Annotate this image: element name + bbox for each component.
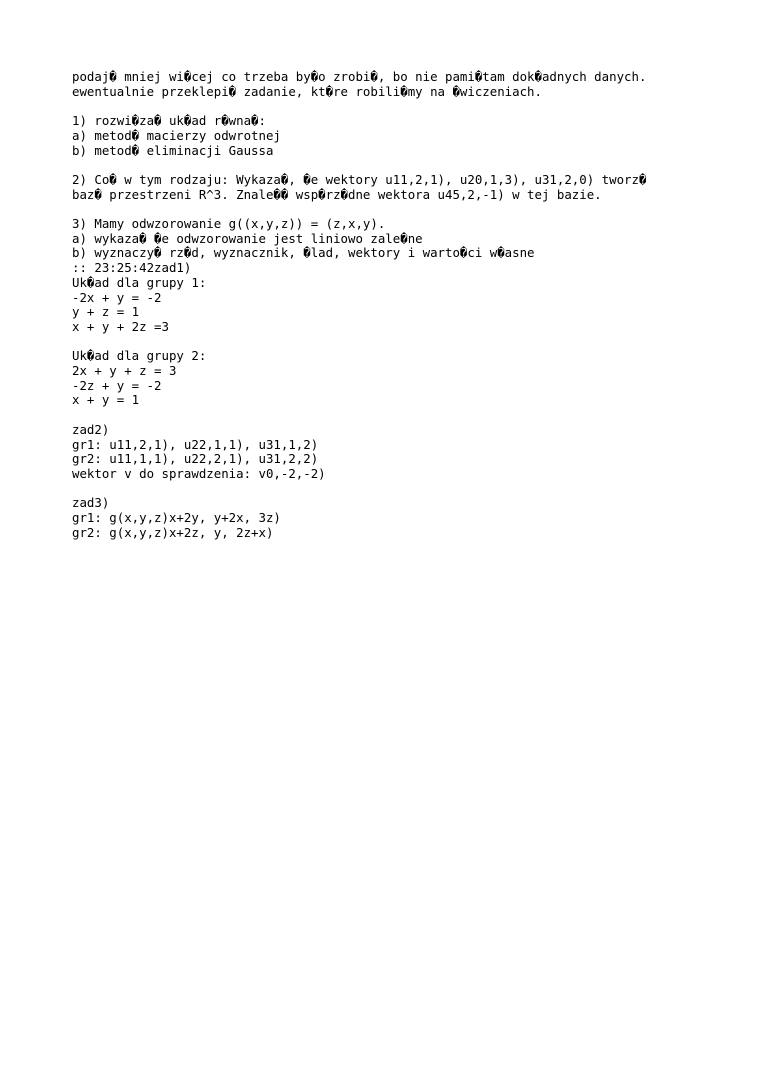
zad2-section bbox=[72, 423, 732, 482]
text-line: gr1: g(x,y,z)x+2y, y+2x, 3z) bbox=[72, 510, 281, 525]
text-line: gr2: g(x,y,z)x+2z, y, 2z+x) bbox=[72, 524, 274, 540]
text-line: wektor v do sprawdzenia: v0,-2,-2) bbox=[72, 465, 326, 481]
text-line: zad3) bbox=[72, 495, 110, 511]
task-2 bbox=[72, 173, 732, 202]
document-page bbox=[72, 70, 732, 540]
equation-line: -2z + y = -2 bbox=[72, 377, 162, 393]
text-line: 3) Mamy odwzorowanie g((x,y,z)) = (z,x,y). bbox=[72, 215, 386, 231]
text-line: zad2) bbox=[72, 421, 110, 437]
blank-line bbox=[72, 99, 732, 114]
intro-paragraph bbox=[72, 70, 732, 99]
text-line: podaj� mniej wi�cej co trzeba by�o zrobi�, bo nie pami�tam dok�adnych danych. bbox=[72, 69, 647, 84]
text-line: baz� przestrzeni R^3. Znale�� wsp�rz�dne wektora u45,2,-1) w tej bazie. bbox=[72, 186, 602, 202]
text-line: Uk�ad dla grupy 2: bbox=[72, 348, 207, 364]
task-3 bbox=[72, 217, 732, 335]
text-line: gr1: u11,2,1), u22,1,1), u31,1,2) bbox=[72, 436, 319, 452]
text-line: a) metod� macierzy odwrotnej bbox=[72, 127, 281, 143]
text-line: gr2: u11,1,1), u22,2,1), u31,2,2) bbox=[72, 451, 319, 467]
text-line: Uk�ad dla grupy 1: bbox=[72, 274, 207, 290]
text-line: 2) Co� w tym rodzaju: Wykaza�, �e wektory u11,2,1), u20,1,3), u31,2,0) tworz� bbox=[72, 171, 647, 187]
blank-line bbox=[72, 482, 732, 497]
zad3-section bbox=[72, 496, 732, 540]
blank-line bbox=[72, 408, 732, 423]
text-line: b) wyznaczy� rz�d, wyznacznik, �lad, wektory i warto�ci w�asne bbox=[72, 245, 535, 261]
text-line: ewentualnie przeklepi� zadanie, kt�re robili�my na �wiczeniach. bbox=[72, 83, 542, 99]
task-1 bbox=[72, 114, 732, 158]
group-2-system bbox=[72, 349, 732, 408]
text-line: 1) rozwi�za� uk�ad r�wna�: bbox=[72, 113, 266, 129]
equation-line: 2x + y + z = 3 bbox=[72, 363, 177, 378]
text-line: b) metod� eliminacji Gaussa bbox=[72, 142, 274, 158]
equation-line: x + y + 2z =3 bbox=[72, 318, 169, 334]
blank-line bbox=[72, 202, 732, 217]
blank-line bbox=[72, 158, 732, 173]
equation-line: y + z = 1 bbox=[72, 304, 140, 320]
text-line: :: 23:25:42zad1) bbox=[72, 260, 192, 276]
blank-line bbox=[72, 335, 732, 350]
equation-line: -2x + y = -2 bbox=[72, 289, 162, 305]
text-line: a) wykaza� �e odwzorowanie jest liniowo zale�ne bbox=[72, 230, 423, 246]
equation-line: x + y = 1 bbox=[72, 392, 140, 408]
